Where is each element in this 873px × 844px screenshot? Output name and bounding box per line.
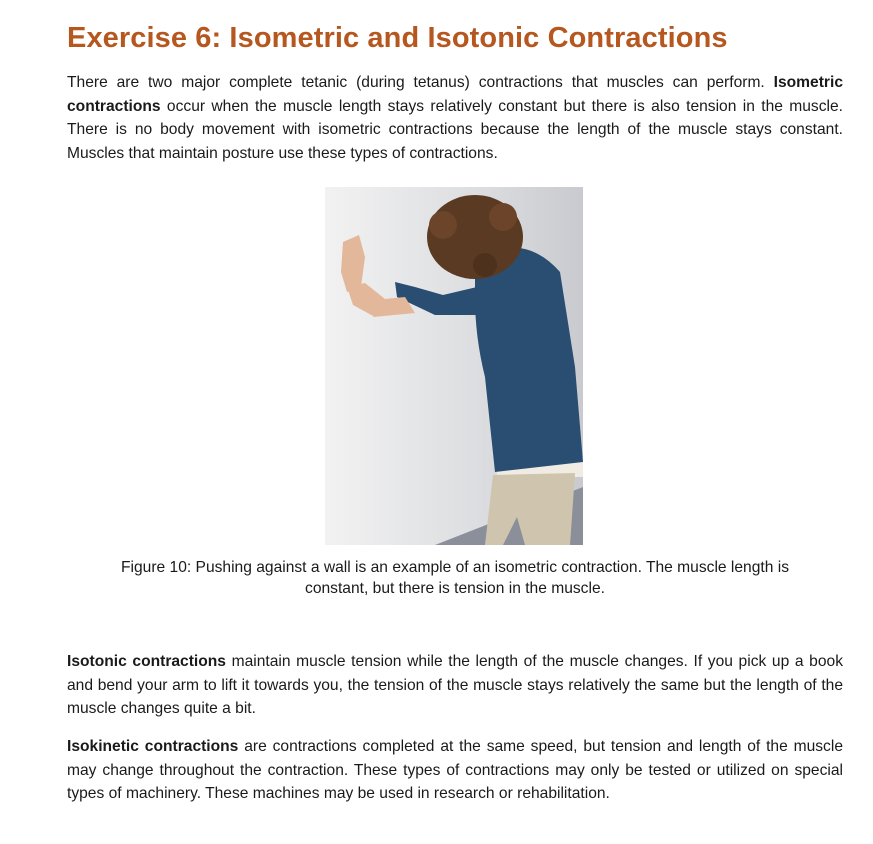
pants — [485, 473, 575, 545]
figure-caption: Figure 10: Pushing against a wall is an example of an isometric contraction. The muscle length is constant, but there is tension in the muscle. — [121, 559, 789, 597]
intro-text-before: There are two major complete tetanic (during tetanus) contractions that muscles can perform. — [67, 74, 774, 91]
intro-paragraph — [67, 71, 843, 165]
isotonic-term: Isotonic contractions — [67, 653, 226, 670]
wall-push-illustration — [325, 187, 583, 545]
isokinetic-text: are contractions completed at the same speed, but tension and length of the muscle may change throughout the contraction. These types of contractions may only be tested or utilized on special types of machinery. These machines may be used in research or rehabilitation. — [67, 738, 843, 802]
isokinetic-term: Isokinetic contractions — [67, 738, 239, 755]
figure-wall-push-photo — [325, 187, 583, 545]
isokinetic-paragraph — [67, 735, 843, 806]
intro-text-after: occur when the muscle length stays relatively constant but there is also tension in the muscle. There is no body movement with isometric contractions because the length of the muscle stays constant. Muscles that maintain posture use these types of contractions. — [67, 97, 843, 162]
isotonic-text: maintain muscle tension while the length of the muscle changes. If you pick up a book and bend your arm to lift it towards you, the tension of the muscle stays relatively the same but the length of the muscle changes quite a bit. — [67, 653, 843, 717]
page-title: Exercise 6: Isometric and Isotonic Contractions — [67, 22, 728, 54]
isometric-term: Isometric contractions — [67, 74, 843, 115]
isotonic-paragraph — [67, 650, 843, 721]
